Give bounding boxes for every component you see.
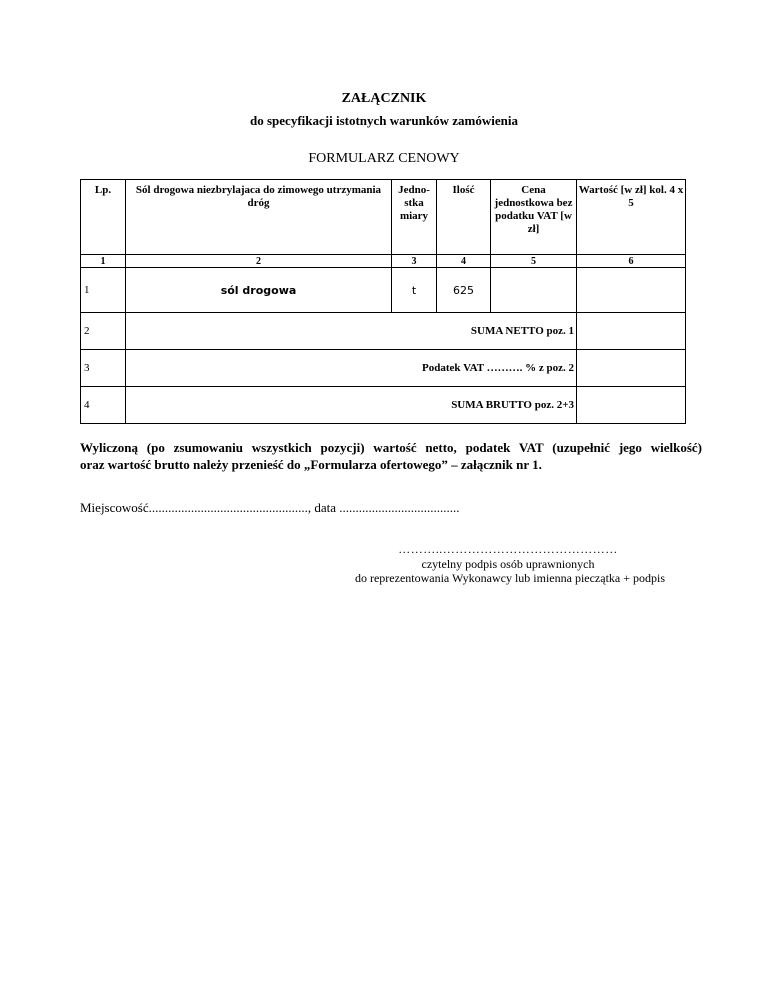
- item-lp: 1: [81, 268, 126, 313]
- item-price-cell[interactable]: [491, 268, 577, 313]
- header-value: Wartość [w zł] kol. 4 x 5: [577, 180, 686, 255]
- table-row: [81, 350, 686, 387]
- table-row: [81, 313, 686, 350]
- col-number: 3: [392, 255, 437, 268]
- summary-lp: 3: [81, 350, 126, 387]
- signature-caption: czytelny podpis osób uprawnionych: [421, 557, 595, 571]
- col-number: 5: [491, 255, 577, 268]
- form-title: FORMULARZ CENOWY: [308, 151, 460, 166]
- item-name: sól drogowa: [126, 268, 392, 313]
- summary-vat-label: Podatek VAT ………. % z poz. 2: [126, 350, 577, 387]
- summary-gross-value[interactable]: [577, 387, 686, 424]
- summary-net-label: SUMA NETTO poz. 1: [126, 313, 577, 350]
- signature-caption: do reprezentowania Wykonawcy lub imienna pieczątka + podpis: [354, 571, 666, 585]
- column-number-row: [81, 255, 686, 268]
- item-unit: t: [392, 268, 437, 313]
- price-table: [80, 179, 686, 424]
- summary-net-value[interactable]: [577, 313, 686, 350]
- summary-gross-label: SUMA BRUTTO poz. 2+3: [126, 387, 577, 424]
- instruction-note: [80, 439, 702, 473]
- place-date-line[interactable]: Miejscowość................................................., data .....................................: [80, 500, 460, 515]
- item-value-cell[interactable]: [577, 268, 686, 313]
- instruction-line: Wyliczoną (po zsumowaniu wszystkich pozycji) wartość netto, podatek VAT (uzupełnić jego wielkość): [80, 440, 702, 455]
- header-qty: Ilość: [437, 180, 491, 255]
- table-row: [81, 268, 686, 313]
- attachment-subtitle: do specyfikacji istotnych warunków zamówienia: [250, 113, 518, 128]
- summary-vat-value[interactable]: [577, 350, 686, 387]
- summary-lp: 2: [81, 313, 126, 350]
- col-number: 4: [437, 255, 491, 268]
- summary-lp: 4: [81, 387, 126, 424]
- table-header-row: [81, 180, 686, 255]
- col-number: 2: [126, 255, 392, 268]
- signature-line[interactable]: ………..……………………………………: [398, 542, 618, 556]
- header-name: Sól drogowa niezbrylajaca do zimowego utrzymania dróg: [126, 180, 392, 255]
- table-row: [81, 387, 686, 424]
- col-number: 1: [81, 255, 126, 268]
- header-lp: Lp.: [81, 180, 126, 255]
- header-unit: Jedno-stka miary: [392, 180, 437, 255]
- instruction-line: oraz wartość brutto należy przenieść do „Formularza ofertowego” – załącznik nr 1.: [80, 457, 542, 472]
- col-number: 6: [577, 255, 686, 268]
- item-qty: 625: [437, 268, 491, 313]
- attachment-title: ZAŁĄCZNIK: [341, 91, 427, 106]
- header-price: Cena jednostkowa bez podatku VAT [w zł]: [491, 180, 577, 255]
